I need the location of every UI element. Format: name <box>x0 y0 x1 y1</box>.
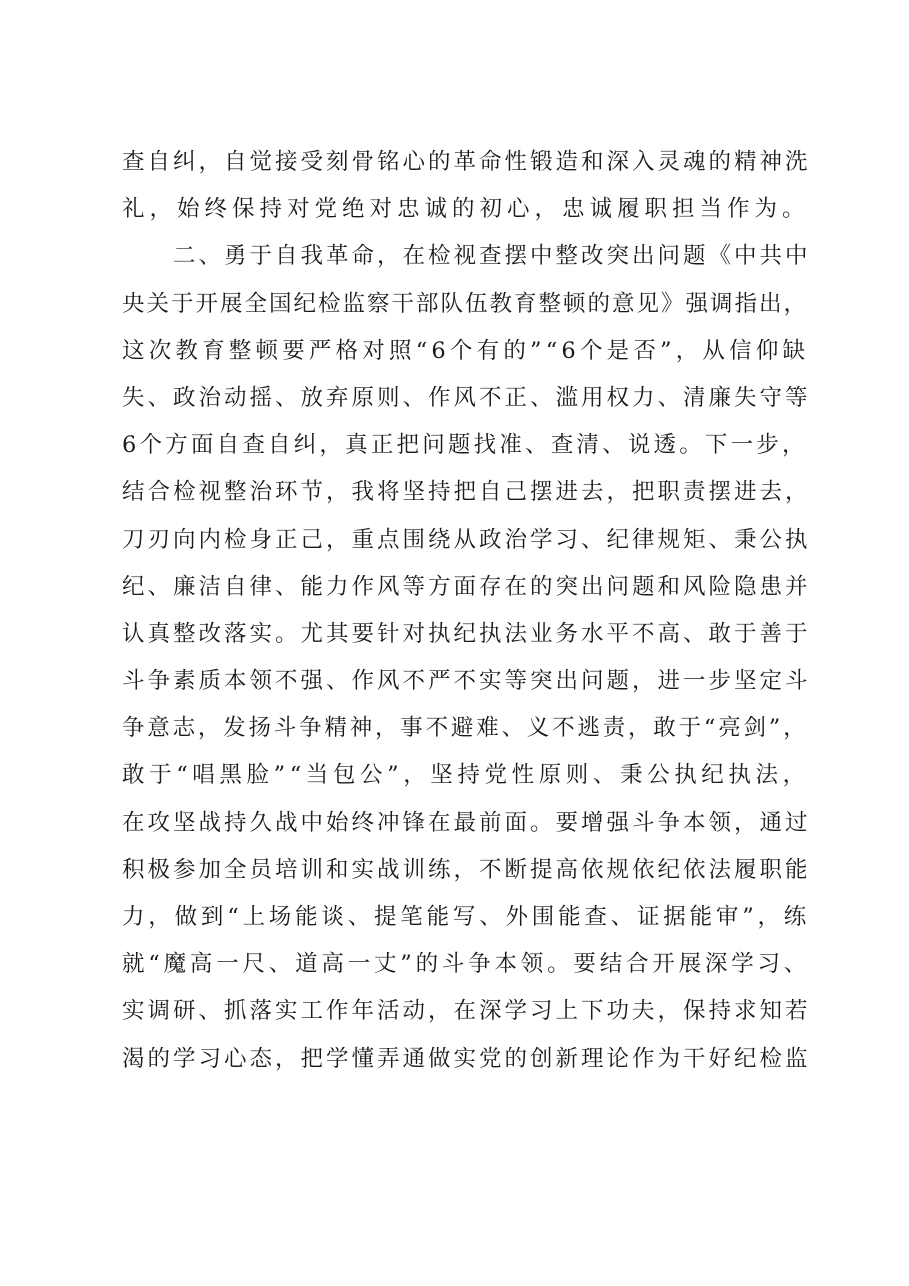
text-line: 渴的学习心态，把学懂弄通做实党的创新理论作为干好纪检监 <box>122 1045 811 1072</box>
text-line: 积极参加全员培训和实战训练，不断提高依规依纪依法履职能 <box>122 856 811 883</box>
text-line: 斗争素质本领不强、作风不严不实等突出问题，进一步坚定斗 <box>122 668 811 695</box>
text-line: 6个方面自查自纠，真正把问题找准、查清、说透。下一步， <box>122 432 808 459</box>
text-line: 失、政治动摇、放弃原则、作风不正、滥用权力、清廉失守等 <box>122 384 811 411</box>
text-line: 力，做到“上场能谈、提笔能写、外围能查、证据能审”，练 <box>122 904 811 930</box>
text-line: 敢于“唱黑脸”“当包公”，坚持党性原则、秉公执纪执法， <box>122 762 810 789</box>
text-line: 纪、廉洁自律、能力作风等方面存在的突出问题和风险隐患并 <box>122 573 811 600</box>
text-line: 在攻坚战持久战中始终冲锋在最前面。要增强斗争本领，通过 <box>122 809 811 836</box>
text-line: 结合检视整治环节，我将坚持把自己摆进去，把职责摆进去， <box>122 479 811 506</box>
text-line: 礼，始终保持对党绝对忠诚的初心，忠诚履职担当作为。 <box>122 196 810 223</box>
text-line: 实调研、抓落实工作年活动，在深学习上下功夫，保持求知若 <box>122 998 811 1025</box>
text-line: 刀刃向内检身正己，重点围绕从政治学习、纪律规矩、秉公执 <box>122 526 811 553</box>
text-line: 就“魔高一尺、道高一丈”的斗争本领。要结合开展深学习、 <box>122 951 811 978</box>
text-line: 认真整改落实。尤其要针对执纪执法业务水平不高、敢于善于 <box>122 620 811 647</box>
body-text <box>122 139 812 1083</box>
text-line: 争意志，发扬斗争精神，事不避难、义不逃责，敢于“亮剑”， <box>122 715 809 742</box>
text-line: 这次教育整顿要严格对照“6个有的”“6个是否”，从信仰缺 <box>122 337 810 364</box>
section-heading-line: 二、勇于自我革命，在检视查摆中整改突出问题《中共中 <box>122 243 811 270</box>
text-line: 央关于开展全国纪检监察干部队伍教育整顿的意见》强调指出， <box>122 290 809 317</box>
text-line: 查自纠，自觉接受刻骨铭心的革命性锻造和深入灵魂的精神洗 <box>122 149 811 175</box>
